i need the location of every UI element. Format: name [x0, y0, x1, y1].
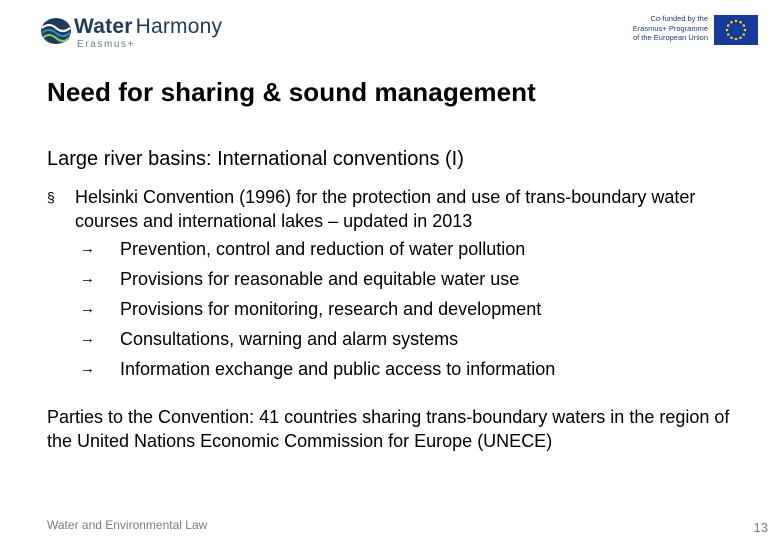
- sub-item-text: Prevention, control and reduction of water pollution: [120, 239, 526, 259]
- sub-bullet-list: [80, 237, 555, 387]
- footer-course-title: Water and Environmental Law: [47, 518, 208, 532]
- arrow-icon: →: [80, 300, 95, 317]
- eu-cofunding-badge: [618, 14, 758, 48]
- cofund-line-1: Co-funded by the: [650, 14, 708, 23]
- sub-item: [80, 237, 555, 267]
- sub-item: [80, 297, 555, 327]
- logo-wordmark: [74, 15, 222, 39]
- arrow-icon: →: [80, 240, 95, 257]
- sub-item-text: Provisions for monitoring, research and development: [120, 299, 542, 319]
- section-bullet-icon: §: [47, 189, 55, 205]
- logo-name-harmony: Harmony: [135, 15, 223, 38]
- sub-item: [80, 357, 555, 387]
- slide-title: Need for sharing & sound management: [47, 77, 536, 107]
- arrow-icon: →: [80, 330, 95, 347]
- eu-flag-icon: [714, 15, 758, 45]
- cofunding-text: [618, 14, 708, 43]
- sub-item-text: Provisions for reasonable and equitable water use: [120, 269, 520, 289]
- cofund-line-3: of the European Union: [632, 33, 708, 42]
- sub-item-text: Information exchange and public access to information: [120, 359, 556, 379]
- page-number: 13: [753, 520, 768, 535]
- arrow-icon: →: [80, 360, 95, 377]
- bullet-helsinki-convention: Helsinki Convention (1996) for the protection and use of trans-boundary water courses and international lakes – updated in 2013: [75, 187, 696, 231]
- logo-subtitle: Erasmus+: [77, 39, 136, 50]
- sub-item-text: Consultations, warning and alarm systems: [120, 329, 459, 349]
- cofund-line-2: Erasmus+ Programme: [632, 23, 708, 33]
- water-harmony-logo: [40, 14, 240, 50]
- sub-item: [80, 267, 555, 297]
- water-drop-icon: [40, 16, 72, 46]
- slide-subtitle: Large river basins: International conventions (I): [47, 148, 464, 170]
- parties-paragraph: Parties to the Convention: 41 countries sharing trans-boundary waters in the region of the United Nations Economic Commission for Europe (UNECE): [47, 407, 730, 451]
- logo-name-water: Water: [74, 15, 133, 38]
- arrow-icon: →: [80, 270, 95, 287]
- sub-item: [80, 327, 555, 357]
